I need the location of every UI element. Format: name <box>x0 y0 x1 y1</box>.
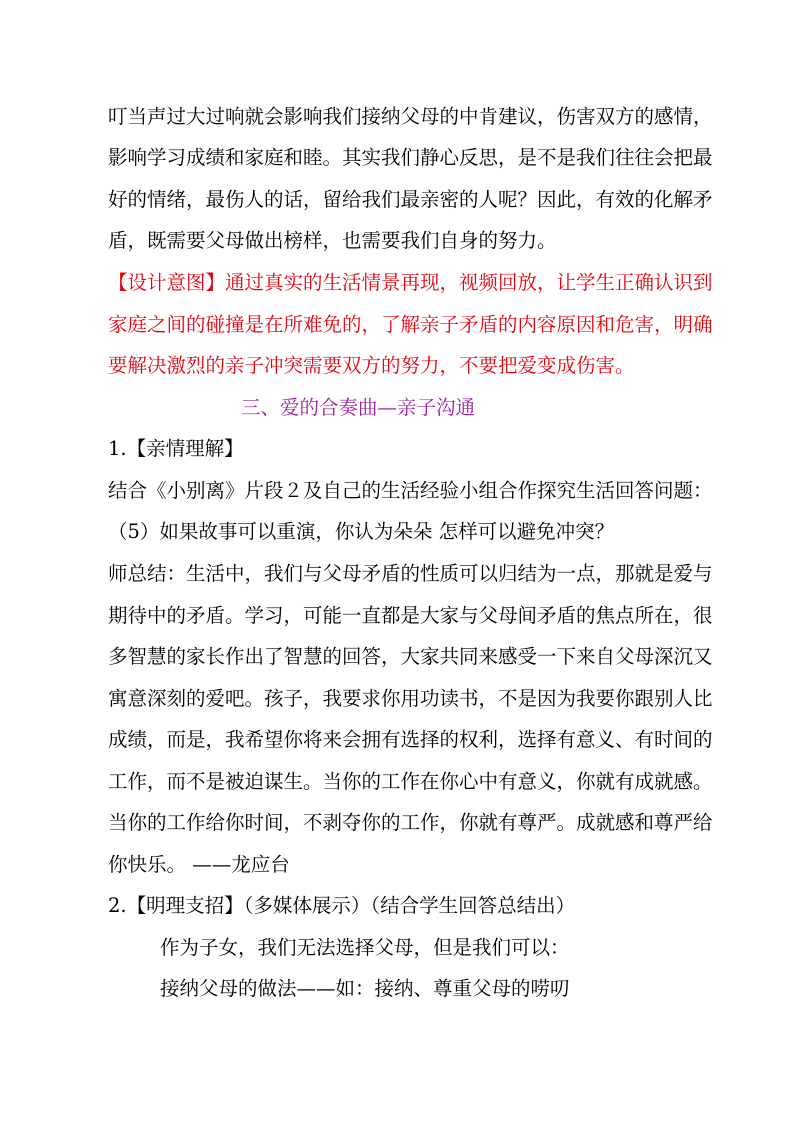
item1-line: 成绩，而是，我希望你将来会拥有选择的权利，选择有意义、有时间的 <box>108 728 713 751</box>
paragraph-line: 盾，既需要父母做出榜样，也需要我们自身的努力。 <box>108 229 557 252</box>
item1-quote-attribution: 你快乐。 ——龙应台 <box>108 853 290 876</box>
section-title: 三、爱的合奏曲—亲子沟通 <box>241 396 476 419</box>
item1-heading: 1.【亲情理解】 <box>108 437 244 460</box>
item1-line: 寓意深刻的爱吧。孩子，我要求你用功读书，不是因为我要你跟别人比 <box>108 687 713 710</box>
item2-heading: 2.【明理支招】（多媒体展示）（结合学生回答总结出） <box>108 894 576 917</box>
paragraph-line: 好的情绪，最伤人的话，留给我们最亲密的人呢？因此，有效的化解矛 <box>108 188 713 211</box>
item2-line: 接纳父母的做法——如：接纳、尊重父母的唠叨 <box>160 977 570 1000</box>
item1-line: 结合《小别离》片段２及自己的生活经验小组合作探究生活回答问题： <box>108 479 713 502</box>
paragraph-line: 影响学习成绩和家庭和睦。其实我们静心反思，是不是我们往往会把最 <box>108 146 713 169</box>
item1-line: 多智慧的家长作出了智慧的回答，大家共同来感受一下来自父母深沉又 <box>108 645 713 668</box>
item1-line: 当你的工作给你时间，不剥夺你的工作，你就有尊严。成就感和尊严给 <box>108 811 713 834</box>
design-intent-line: 要解决激烈的亲子冲突需要双方的努力，不要把爱变成伤害。 <box>108 354 635 377</box>
item1-line: 期待中的矛盾。学习，可能一直都是大家与父母间矛盾的焦点所在，很 <box>108 604 713 627</box>
design-intent-line: 家庭之间的碰撞是在所难免的，了解亲子矛盾的内容原因和危害，明确 <box>108 313 713 336</box>
item2-line: 作为子女，我们无法选择父母，但是我们可以： <box>160 936 570 959</box>
item1-line: 师总结：生活中，我们与父母矛盾的性质可以归结为一点，那就是爱与 <box>108 562 713 585</box>
design-intent-line: 【设计意图】通过真实的生活情景再现，视频回放，让学生正确认识到 <box>108 271 713 294</box>
item1-line: 工作，而不是被迫谋生。当你的工作在你心中有意义，你就有成就感。 <box>108 770 713 793</box>
paragraph-line: 叮当声过大过响就会影响我们接纳父母的中肯建议，伤害双方的感情， <box>108 105 713 128</box>
item1-question: （5）如果故事可以重演，你认为朵朵 怎样可以避免冲突？ <box>108 520 615 543</box>
